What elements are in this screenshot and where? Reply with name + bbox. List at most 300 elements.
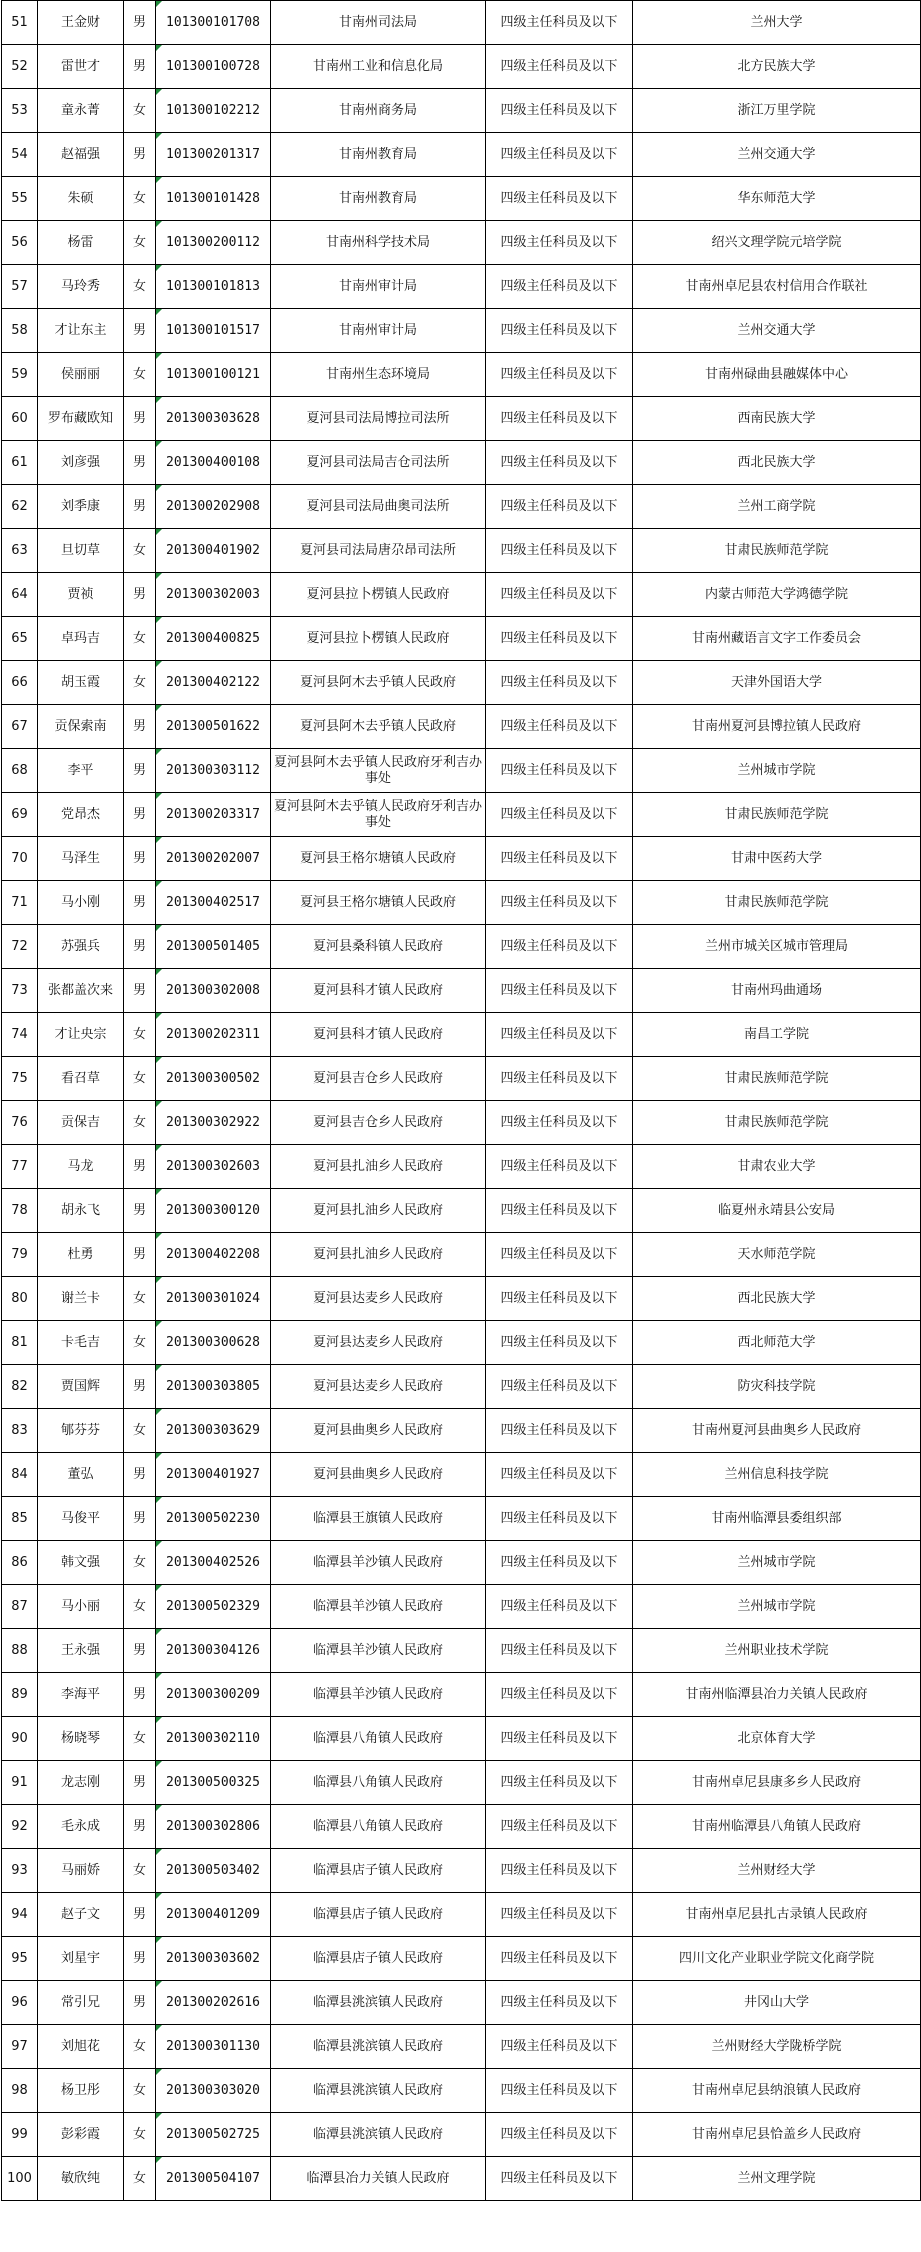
- exam-id-cell: 201300401209: [156, 1893, 271, 1937]
- table-row: [2, 1761, 921, 1805]
- position-cell: 四级主任科员及以下: [486, 1849, 633, 1893]
- row-number-cell: 87: [2, 1585, 38, 1629]
- school-or-employer-cell: 甘南州碌曲县融媒体中心: [633, 353, 921, 397]
- table-row: [2, 573, 921, 617]
- exam-id-cell: 201300302603: [156, 1145, 271, 1189]
- hiring-unit-cell: 临潭县洮滨镇人民政府: [271, 2113, 486, 2157]
- row-number-cell: 80: [2, 1277, 38, 1321]
- row-number-cell: 62: [2, 485, 38, 529]
- hiring-unit-cell: 夏河县拉卜楞镇人民政府: [271, 617, 486, 661]
- exam-id-cell: 201300303628: [156, 397, 271, 441]
- school-or-employer-cell: 甘南州卓尼县扎古录镇人民政府: [633, 1893, 921, 1937]
- exam-id-cell: 201300304126: [156, 1629, 271, 1673]
- position-cell: 四级主任科员及以下: [486, 1, 633, 45]
- school-or-employer-cell: 兰州财经大学陇桥学院: [633, 2025, 921, 2069]
- row-number-cell: 54: [2, 133, 38, 177]
- row-number-cell: 67: [2, 705, 38, 749]
- hiring-unit-cell: 甘南州生态环境局: [271, 353, 486, 397]
- candidate-name-cell: 敏欣纯: [38, 2157, 124, 2201]
- table-row: [2, 1101, 921, 1145]
- position-cell: 四级主任科员及以下: [486, 1189, 633, 1233]
- candidate-name-cell: 马小丽: [38, 1585, 124, 1629]
- school-or-employer-cell: 甘南州玛曲通场: [633, 969, 921, 1013]
- hiring-unit-cell: 夏河县科才镇人民政府: [271, 969, 486, 1013]
- candidate-name-cell: 杜勇: [38, 1233, 124, 1277]
- exam-id-cell: 201300400108: [156, 441, 271, 485]
- hiring-unit-cell: 夏河县扎油乡人民政府: [271, 1145, 486, 1189]
- table-row: [2, 397, 921, 441]
- gender-cell: 男: [124, 1233, 156, 1277]
- gender-cell: 男: [124, 1629, 156, 1673]
- exam-id-cell: 101300201317: [156, 133, 271, 177]
- position-cell: 四级主任科员及以下: [486, 661, 633, 705]
- candidate-name-cell: 苏强兵: [38, 925, 124, 969]
- position-cell: 四级主任科员及以下: [486, 2113, 633, 2157]
- row-number-cell: 55: [2, 177, 38, 221]
- exam-id-cell: 201300502230: [156, 1497, 271, 1541]
- row-number-cell: 65: [2, 617, 38, 661]
- exam-id-cell: 101300101517: [156, 309, 271, 353]
- position-cell: 四级主任科员及以下: [486, 2157, 633, 2201]
- school-or-employer-cell: 兰州城市学院: [633, 1541, 921, 1585]
- row-number-cell: 90: [2, 1717, 38, 1761]
- school-or-employer-cell: 西北民族大学: [633, 1277, 921, 1321]
- hiring-unit-cell: 夏河县桑科镇人民政府: [271, 925, 486, 969]
- gender-cell: 女: [124, 1013, 156, 1057]
- school-or-employer-cell: 甘南州临潭县八角镇人民政府: [633, 1805, 921, 1849]
- candidate-name-cell: 胡永飞: [38, 1189, 124, 1233]
- hiring-unit-cell: 临潭县羊沙镇人民政府: [271, 1673, 486, 1717]
- hiring-unit-cell: 甘南州商务局: [271, 89, 486, 133]
- position-cell: 四级主任科员及以下: [486, 705, 633, 749]
- position-cell: 四级主任科员及以下: [486, 1893, 633, 1937]
- exam-id-cell: 201300202616: [156, 1981, 271, 2025]
- hiring-unit-cell: 夏河县达麦乡人民政府: [271, 1365, 486, 1409]
- position-cell: 四级主任科员及以下: [486, 89, 633, 133]
- position-cell: 四级主任科员及以下: [486, 1013, 633, 1057]
- gender-cell: 女: [124, 1541, 156, 1585]
- school-or-employer-cell: 临夏州永靖县公安局: [633, 1189, 921, 1233]
- row-number-cell: 92: [2, 1805, 38, 1849]
- table-row: [2, 661, 921, 705]
- position-cell: 四级主任科员及以下: [486, 1629, 633, 1673]
- table-row: [2, 1805, 921, 1849]
- position-cell: 四级主任科员及以下: [486, 1453, 633, 1497]
- hiring-unit-cell: 夏河县司法局博拉司法所: [271, 397, 486, 441]
- candidate-name-cell: 马龙: [38, 1145, 124, 1189]
- candidate-name-cell: 罗布藏欧知: [38, 397, 124, 441]
- hiring-unit-cell: 临潭县羊沙镇人民政府: [271, 1629, 486, 1673]
- gender-cell: 男: [124, 969, 156, 1013]
- row-number-cell: 82: [2, 1365, 38, 1409]
- position-cell: 四级主任科员及以下: [486, 573, 633, 617]
- gender-cell: 男: [124, 397, 156, 441]
- hiring-unit-cell: 临潭县洮滨镇人民政府: [271, 1981, 486, 2025]
- exam-id-cell: 101300200112: [156, 221, 271, 265]
- table-row: [2, 881, 921, 925]
- position-cell: 四级主任科员及以下: [486, 1981, 633, 2025]
- gender-cell: 男: [124, 133, 156, 177]
- row-number-cell: 79: [2, 1233, 38, 1277]
- row-number-cell: 88: [2, 1629, 38, 1673]
- gender-cell: 女: [124, 1277, 156, 1321]
- table-row: [2, 1717, 921, 1761]
- row-number-cell: 75: [2, 1057, 38, 1101]
- gender-cell: 男: [124, 793, 156, 837]
- hiring-unit-cell: 夏河县阿木去乎镇人民政府: [271, 705, 486, 749]
- hiring-unit-cell: 夏河县司法局唐尕昂司法所: [271, 529, 486, 573]
- candidate-name-cell: 贾祯: [38, 573, 124, 617]
- table-row: [2, 221, 921, 265]
- candidate-name-cell: 卓玛吉: [38, 617, 124, 661]
- school-or-employer-cell: 甘南州临潭县委组织部: [633, 1497, 921, 1541]
- candidate-name-cell: 童永菁: [38, 89, 124, 133]
- candidate-name-cell: 才让东主: [38, 309, 124, 353]
- hiring-unit-cell: 临潭县店子镇人民政府: [271, 1893, 486, 1937]
- school-or-employer-cell: 甘肃中医药大学: [633, 837, 921, 881]
- school-or-employer-cell: 甘肃民族师范学院: [633, 1101, 921, 1145]
- exam-id-cell: 101300101813: [156, 265, 271, 309]
- gender-cell: 男: [124, 1365, 156, 1409]
- gender-cell: 男: [124, 837, 156, 881]
- row-number-cell: 60: [2, 397, 38, 441]
- school-or-employer-cell: 兰州大学: [633, 1, 921, 45]
- position-cell: 四级主任科员及以下: [486, 309, 633, 353]
- row-number-cell: 100: [2, 2157, 38, 2201]
- candidate-name-cell: 朱硕: [38, 177, 124, 221]
- school-or-employer-cell: 甘南州卓尼县恰盖乡人民政府: [633, 2113, 921, 2157]
- gender-cell: 女: [124, 1321, 156, 1365]
- position-cell: 四级主任科员及以下: [486, 1541, 633, 1585]
- gender-cell: 女: [124, 265, 156, 309]
- exam-id-cell: 201300402517: [156, 881, 271, 925]
- candidate-name-cell: 韩文强: [38, 1541, 124, 1585]
- hiring-unit-cell: 甘南州工业和信息化局: [271, 45, 486, 89]
- candidate-name-cell: 董弘: [38, 1453, 124, 1497]
- candidate-name-cell: 李海平: [38, 1673, 124, 1717]
- hiring-unit-cell: 夏河县扎油乡人民政府: [271, 1189, 486, 1233]
- position-cell: 四级主任科员及以下: [486, 749, 633, 793]
- candidate-name-cell: 胡玉霞: [38, 661, 124, 705]
- position-cell: 四级主任科员及以下: [486, 617, 633, 661]
- school-or-employer-cell: 井冈山大学: [633, 1981, 921, 2025]
- exam-id-cell: 201300300120: [156, 1189, 271, 1233]
- table-row: [2, 1, 921, 45]
- school-or-employer-cell: 甘南州卓尼县康多乡人民政府: [633, 1761, 921, 1805]
- school-or-employer-cell: 甘肃民族师范学院: [633, 1057, 921, 1101]
- row-number-cell: 57: [2, 265, 38, 309]
- position-cell: 四级主任科员及以下: [486, 881, 633, 925]
- exam-id-cell: 201300401902: [156, 529, 271, 573]
- candidate-name-cell: 马玲秀: [38, 265, 124, 309]
- exam-id-cell: 201300502725: [156, 2113, 271, 2157]
- exam-id-cell: 201300402122: [156, 661, 271, 705]
- table-row: [2, 1585, 921, 1629]
- hiring-unit-cell: 夏河县阿木去乎镇人民政府牙利吉办事处: [271, 749, 486, 793]
- candidate-name-cell: 侯丽丽: [38, 353, 124, 397]
- table-row: [2, 1541, 921, 1585]
- exam-id-cell: 201300303112: [156, 749, 271, 793]
- gender-cell: 女: [124, 2025, 156, 2069]
- school-or-employer-cell: 兰州市城关区城市管理局: [633, 925, 921, 969]
- row-number-cell: 56: [2, 221, 38, 265]
- position-cell: 四级主任科员及以下: [486, 1277, 633, 1321]
- position-cell: 四级主任科员及以下: [486, 2025, 633, 2069]
- position-cell: 四级主任科员及以下: [486, 837, 633, 881]
- candidate-name-cell: 赵子文: [38, 1893, 124, 1937]
- candidate-table: [1, 0, 921, 2201]
- row-number-cell: 71: [2, 881, 38, 925]
- candidate-name-cell: 龙志刚: [38, 1761, 124, 1805]
- gender-cell: 男: [124, 45, 156, 89]
- school-or-employer-cell: 兰州交通大学: [633, 309, 921, 353]
- gender-cell: 女: [124, 1409, 156, 1453]
- school-or-employer-cell: 西南民族大学: [633, 397, 921, 441]
- row-number-cell: 77: [2, 1145, 38, 1189]
- candidate-name-cell: 旦切草: [38, 529, 124, 573]
- row-number-cell: 76: [2, 1101, 38, 1145]
- school-or-employer-cell: 天津外国语大学: [633, 661, 921, 705]
- candidate-name-cell: 毛永成: [38, 1805, 124, 1849]
- gender-cell: 男: [124, 925, 156, 969]
- position-cell: 四级主任科员及以下: [486, 133, 633, 177]
- candidate-name-cell: 刘季康: [38, 485, 124, 529]
- hiring-unit-cell: 临潭县洮滨镇人民政府: [271, 2025, 486, 2069]
- table-row: [2, 1497, 921, 1541]
- table-row: [2, 1013, 921, 1057]
- candidate-name-cell: 刘旭花: [38, 2025, 124, 2069]
- position-cell: 四级主任科员及以下: [486, 397, 633, 441]
- candidate-name-cell: 看召草: [38, 1057, 124, 1101]
- table-row: [2, 265, 921, 309]
- exam-id-cell: 201300302806: [156, 1805, 271, 1849]
- gender-cell: 女: [124, 221, 156, 265]
- hiring-unit-cell: 临潭县八角镇人民政府: [271, 1805, 486, 1849]
- position-cell: 四级主任科员及以下: [486, 1057, 633, 1101]
- hiring-unit-cell: 夏河县扎油乡人民政府: [271, 1233, 486, 1277]
- position-cell: 四级主任科员及以下: [486, 221, 633, 265]
- position-cell: 四级主任科员及以下: [486, 1145, 633, 1189]
- hiring-unit-cell: 夏河县拉卜楞镇人民政府: [271, 573, 486, 617]
- hiring-unit-cell: 夏河县科才镇人民政府: [271, 1013, 486, 1057]
- school-or-employer-cell: 甘肃农业大学: [633, 1145, 921, 1189]
- school-or-employer-cell: 甘南州卓尼县农村信用合作联社: [633, 265, 921, 309]
- row-number-cell: 52: [2, 45, 38, 89]
- position-cell: 四级主任科员及以下: [486, 265, 633, 309]
- candidate-name-cell: 杨雷: [38, 221, 124, 265]
- gender-cell: 男: [124, 1, 156, 45]
- school-or-employer-cell: 天水师范学院: [633, 1233, 921, 1277]
- position-cell: 四级主任科员及以下: [486, 1717, 633, 1761]
- row-number-cell: 89: [2, 1673, 38, 1717]
- exam-id-cell: 201300203317: [156, 793, 271, 837]
- position-cell: 四级主任科员及以下: [486, 441, 633, 485]
- table-row: [2, 2113, 921, 2157]
- exam-id-cell: 201300301130: [156, 2025, 271, 2069]
- exam-id-cell: 201300402526: [156, 1541, 271, 1585]
- table-row: [2, 441, 921, 485]
- position-cell: 四级主任科员及以下: [486, 529, 633, 573]
- gender-cell: 男: [124, 749, 156, 793]
- hiring-unit-cell: 甘南州科学技术局: [271, 221, 486, 265]
- table-row: [2, 2157, 921, 2201]
- row-number-cell: 86: [2, 1541, 38, 1585]
- table-row: [2, 1893, 921, 1937]
- school-or-employer-cell: 西北民族大学: [633, 441, 921, 485]
- hiring-unit-cell: 临潭县冶力关镇人民政府: [271, 2157, 486, 2201]
- table-row: [2, 133, 921, 177]
- position-cell: 四级主任科员及以下: [486, 2069, 633, 2113]
- school-or-employer-cell: 兰州工商学院: [633, 485, 921, 529]
- gender-cell: 男: [124, 1189, 156, 1233]
- row-number-cell: 81: [2, 1321, 38, 1365]
- hiring-unit-cell: 夏河县王格尔塘镇人民政府: [271, 881, 486, 925]
- school-or-employer-cell: 兰州信息科技学院: [633, 1453, 921, 1497]
- gender-cell: 男: [124, 1145, 156, 1189]
- hiring-unit-cell: 临潭县店子镇人民政府: [271, 1849, 486, 1893]
- position-cell: 四级主任科员及以下: [486, 177, 633, 221]
- gender-cell: 男: [124, 1937, 156, 1981]
- school-or-employer-cell: 北京体育大学: [633, 1717, 921, 1761]
- gender-cell: 女: [124, 529, 156, 573]
- school-or-employer-cell: 兰州财经大学: [633, 1849, 921, 1893]
- table-row: [2, 1981, 921, 2025]
- candidate-name-cell: 党昂杰: [38, 793, 124, 837]
- table-row: [2, 1849, 921, 1893]
- school-or-employer-cell: 甘南州卓尼县纳浪镇人民政府: [633, 2069, 921, 2113]
- exam-id-cell: 201300302003: [156, 573, 271, 617]
- table-row: [2, 1409, 921, 1453]
- gender-cell: 男: [124, 1761, 156, 1805]
- hiring-unit-cell: 临潭县洮滨镇人民政府: [271, 2069, 486, 2113]
- gender-cell: 女: [124, 1717, 156, 1761]
- exam-id-cell: 101300100121: [156, 353, 271, 397]
- exam-id-cell: 201300303629: [156, 1409, 271, 1453]
- candidate-name-cell: 王金财: [38, 1, 124, 45]
- position-cell: 四级主任科员及以下: [486, 1937, 633, 1981]
- candidate-name-cell: 雷世才: [38, 45, 124, 89]
- table-row: [2, 1365, 921, 1409]
- gender-cell: 男: [124, 309, 156, 353]
- school-or-employer-cell: 甘南州夏河县曲奥乡人民政府: [633, 1409, 921, 1453]
- gender-cell: 女: [124, 2069, 156, 2113]
- table-row: [2, 1673, 921, 1717]
- exam-id-cell: 201300402208: [156, 1233, 271, 1277]
- row-number-cell: 69: [2, 793, 38, 837]
- table-row: [2, 1937, 921, 1981]
- table-row: [2, 1057, 921, 1101]
- table-row: [2, 793, 921, 837]
- school-or-employer-cell: 西北师范大学: [633, 1321, 921, 1365]
- hiring-unit-cell: 夏河县司法局吉仓司法所: [271, 441, 486, 485]
- candidate-name-cell: 刘星宇: [38, 1937, 124, 1981]
- table-row: [2, 45, 921, 89]
- candidate-name-cell: 张都盖次来: [38, 969, 124, 1013]
- gender-cell: 男: [124, 705, 156, 749]
- table-row: [2, 969, 921, 1013]
- candidate-name-cell: 贡保索南: [38, 705, 124, 749]
- row-number-cell: 97: [2, 2025, 38, 2069]
- table-row: [2, 1629, 921, 1673]
- hiring-unit-cell: 甘南州审计局: [271, 265, 486, 309]
- exam-id-cell: 201300303602: [156, 1937, 271, 1981]
- hiring-unit-cell: 夏河县阿木去乎镇人民政府牙利吉办事处: [271, 793, 486, 837]
- candidate-name-cell: 常引兄: [38, 1981, 124, 2025]
- candidate-name-cell: 李平: [38, 749, 124, 793]
- table-row: [2, 837, 921, 881]
- school-or-employer-cell: 四川文化产业职业学院文化商学院: [633, 1937, 921, 1981]
- row-number-cell: 61: [2, 441, 38, 485]
- hiring-unit-cell: 夏河县曲奥乡人民政府: [271, 1453, 486, 1497]
- position-cell: 四级主任科员及以下: [486, 1805, 633, 1849]
- gender-cell: 女: [124, 1849, 156, 1893]
- table-row: [2, 1277, 921, 1321]
- candidate-name-cell: 刘彦强: [38, 441, 124, 485]
- candidate-name-cell: 马俊平: [38, 1497, 124, 1541]
- row-number-cell: 72: [2, 925, 38, 969]
- exam-id-cell: 201300500325: [156, 1761, 271, 1805]
- school-or-employer-cell: 兰州交通大学: [633, 133, 921, 177]
- row-number-cell: 73: [2, 969, 38, 1013]
- gender-cell: 女: [124, 89, 156, 133]
- exam-id-cell: 201300501622: [156, 705, 271, 749]
- exam-id-cell: 201300300502: [156, 1057, 271, 1101]
- position-cell: 四级主任科员及以下: [486, 1101, 633, 1145]
- candidate-name-cell: 杨晓琴: [38, 1717, 124, 1761]
- table-row: [2, 529, 921, 573]
- exam-id-cell: 101300100728: [156, 45, 271, 89]
- gender-cell: 男: [124, 1981, 156, 2025]
- table-row: [2, 749, 921, 793]
- gender-cell: 女: [124, 617, 156, 661]
- exam-id-cell: 201300303805: [156, 1365, 271, 1409]
- exam-id-cell: 201300503402: [156, 1849, 271, 1893]
- candidate-name-cell: 彭彩霞: [38, 2113, 124, 2157]
- exam-id-cell: 101300102212: [156, 89, 271, 133]
- position-cell: 四级主任科员及以下: [486, 925, 633, 969]
- school-or-employer-cell: 甘南州临潭县冶力关镇人民政府: [633, 1673, 921, 1717]
- position-cell: 四级主任科员及以下: [486, 353, 633, 397]
- position-cell: 四级主任科员及以下: [486, 1673, 633, 1717]
- hiring-unit-cell: 甘南州教育局: [271, 177, 486, 221]
- exam-id-cell: 201300302922: [156, 1101, 271, 1145]
- table-row: [2, 485, 921, 529]
- row-number-cell: 84: [2, 1453, 38, 1497]
- exam-id-cell: 201300502329: [156, 1585, 271, 1629]
- gender-cell: 男: [124, 1497, 156, 1541]
- exam-id-cell: 201300303020: [156, 2069, 271, 2113]
- hiring-unit-cell: 夏河县王格尔塘镇人民政府: [271, 837, 486, 881]
- hiring-unit-cell: 夏河县达麦乡人民政府: [271, 1321, 486, 1365]
- hiring-unit-cell: 甘南州司法局: [271, 1, 486, 45]
- row-number-cell: 59: [2, 353, 38, 397]
- position-cell: 四级主任科员及以下: [486, 1585, 633, 1629]
- school-or-employer-cell: 甘肃民族师范学院: [633, 881, 921, 925]
- position-cell: 四级主任科员及以下: [486, 45, 633, 89]
- row-number-cell: 68: [2, 749, 38, 793]
- row-number-cell: 64: [2, 573, 38, 617]
- hiring-unit-cell: 夏河县阿木去乎镇人民政府: [271, 661, 486, 705]
- row-number-cell: 74: [2, 1013, 38, 1057]
- gender-cell: 男: [124, 1805, 156, 1849]
- school-or-employer-cell: 甘肃民族师范学院: [633, 793, 921, 837]
- exam-id-cell: 101300101428: [156, 177, 271, 221]
- candidate-name-cell: 贡保吉: [38, 1101, 124, 1145]
- row-number-cell: 96: [2, 1981, 38, 2025]
- row-number-cell: 63: [2, 529, 38, 573]
- hiring-unit-cell: 临潭县八角镇人民政府: [271, 1717, 486, 1761]
- school-or-employer-cell: 甘南州藏语言文字工作委员会: [633, 617, 921, 661]
